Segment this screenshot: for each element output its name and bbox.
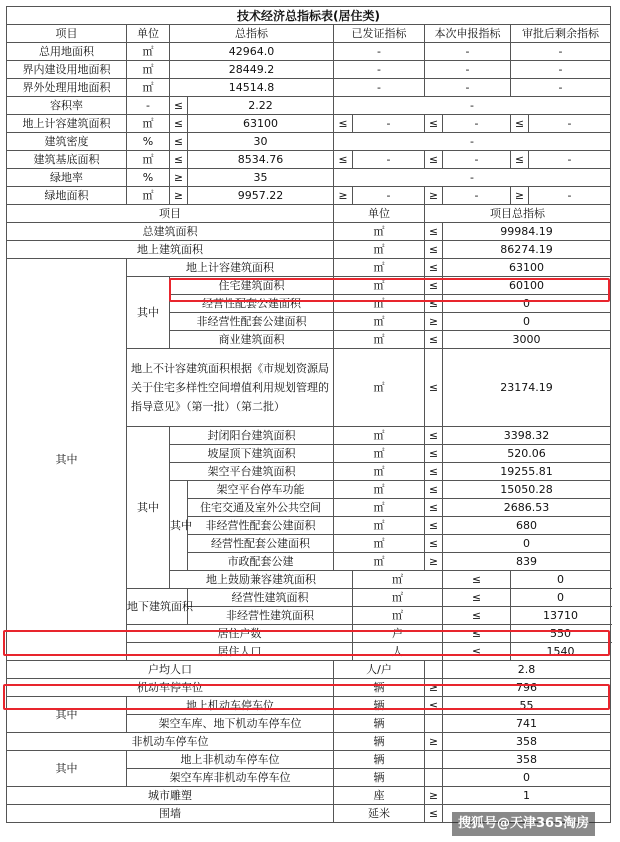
table-row [7,679,611,697]
item-name: 围墙 [7,805,334,823]
operator-cell: ≤ [425,805,443,823]
item-name: 经营性配套公建面积 [170,295,334,313]
item-name: 非经营性配套公建面积 [170,313,334,331]
operator-cell: ≥ [425,787,443,805]
operator-cell: ≥ [425,187,443,205]
unit-cell: ㎡ [334,553,425,571]
operator-cell: ≤ [511,151,529,169]
item-name: 市政配套公建 [188,553,334,571]
value-cell: 520.06 [443,445,611,463]
unit-cell: ㎡ [334,427,425,445]
header-remaining: 审批后剩余指标 [511,25,611,43]
table-row [7,787,611,805]
value-cell: 19255.81 [443,463,611,481]
value-cell: 0 [511,589,611,607]
operator-cell: ≤ [443,571,511,589]
operator-cell [425,769,443,787]
item-name: 架空平台停车功能 [188,481,334,499]
value-cell: 60100 [443,277,611,295]
item-name: 地上机动车停车位 [127,697,334,715]
item-name: 居住户数 [127,625,353,643]
issued-cell: - [353,151,425,169]
value-cell: 1 [443,787,611,805]
operator-cell: ≤ [425,295,443,313]
value-cell: 30 [188,133,334,151]
value-cell: 2686.53 [443,499,611,517]
value-cell: 63100 [188,115,334,133]
section1-row [7,79,611,97]
value-cell: 86274.19 [443,241,611,259]
group-label-qizhong: 其中 [7,697,127,733]
operator-cell: ≤ [425,223,443,241]
value-cell: 3000 [443,331,611,349]
current-cell: - [425,61,511,79]
unit-cell: 延米 [334,805,425,823]
unit-cell: 辆 [334,697,425,715]
operator-cell: ≤ [170,97,188,115]
unit-cell: 辆 [334,715,425,733]
issued-cell: - [353,115,425,133]
issued-cell: - [334,43,425,61]
operator-cell: ≤ [170,133,188,151]
item-name: 容积率 [7,97,127,115]
value-cell: 0 [443,313,611,331]
unit-cell: ㎡ [334,535,425,553]
header2-total: 项目总指标 [425,205,611,223]
item-name: 城市雕塑 [7,787,334,805]
section1-row [7,151,611,169]
unit-cell: ㎡ [334,349,425,427]
value-cell: 63100 [443,259,611,277]
operator-cell: ≤ [425,445,443,463]
operator-cell [425,751,443,769]
item-name: 绿地率 [7,169,127,187]
value-cell: 23174.19 [443,349,611,427]
item-name: 地下建筑面积 [127,589,188,625]
section1-row [7,43,611,61]
table-row [7,751,611,769]
operator-cell: ≤ [425,463,443,481]
section1-row [7,115,611,133]
value-cell: 0 [511,571,611,589]
item-name: 非经营性配套公建面积 [188,517,334,535]
merged-cell: - [334,97,611,115]
unit-cell: ㎡ [127,79,170,97]
unit-cell: 辆 [334,769,425,787]
current-cell: - [443,151,511,169]
value-cell: 8534.76 [188,151,334,169]
operator-cell [425,661,443,679]
value-cell: 796 [443,679,611,697]
operator-cell: ≤ [443,607,511,625]
item-name: 地上建筑面积 [7,241,334,259]
operator-cell: ≤ [425,241,443,259]
operator-cell: ≤ [334,151,353,169]
title-row [7,7,611,25]
current-cell: - [425,79,511,97]
item-name: 住宅建筑面积 [170,277,334,295]
value-cell: 680 [443,517,611,535]
item-name: 建筑密度 [7,133,127,151]
group-label-qizhong-inner [170,481,192,571]
group-label-qizhong: 其中 [7,751,127,787]
group-label-qizhong: 其中 [7,259,127,661]
header-issued: 已发证指标 [334,25,425,43]
current-cell: - [443,187,511,205]
unit-cell: ㎡ [127,43,170,61]
value-cell: 358 [443,733,611,751]
unit-cell: 人/户 [334,661,425,679]
remaining-cell: - [529,151,611,169]
item-name: 架空车库、地下机动车停车位 [127,715,334,733]
item-name: 地上鼓励兼容建筑面积 [170,571,353,589]
operator-cell: ≤ [443,643,511,661]
unit-cell: ㎡ [127,115,170,133]
operator-cell: ≥ [425,679,443,697]
issued-cell: - [334,79,425,97]
unit-cell: ㎡ [334,241,425,259]
unit-cell: % [127,169,170,187]
section1-row [7,97,611,115]
value-cell: 2.22 [188,97,334,115]
item-name: 架空车库非机动车停车位 [127,769,334,787]
group-label-qizhong: 其中 [127,427,170,589]
operator-cell: ≥ [170,187,188,205]
operator-cell: ≥ [334,187,353,205]
item-name: 界外处理用地面积 [7,79,127,97]
merged-cell: - [334,169,611,187]
unit-cell: ㎡ [353,589,443,607]
item-name: 经营性建筑面积 [188,589,353,607]
value-cell: 2.8 [443,661,611,679]
header-row [7,25,611,43]
item-name: 机动车停车位 [7,679,334,697]
operator-cell: ≤ [170,151,188,169]
item-name: 地上计容建筑面积 [127,259,334,277]
item-name: 架空平台建筑面积 [170,463,334,481]
value-cell: 99984.19 [443,223,611,241]
item-name: 住宅交通及室外公共空间 [188,499,334,517]
value-cell: 741 [443,715,611,733]
operator-cell: ≤ [425,259,443,277]
operator-cell: ≤ [425,115,443,133]
value-cell: 550 [511,625,611,643]
unit-cell: - [127,97,170,115]
operator-cell: ≤ [425,349,443,427]
value-cell: 9957.22 [188,187,334,205]
item-name: 经营性配套公建面积 [188,535,334,553]
header-item: 项目 [7,25,127,43]
remaining-cell: - [511,43,611,61]
item-name-policy: 地上不计容建筑面积根据《市规划资源局关于住宅多样性空间增值利用规划管理的指导意见》（第一批）（第二批） [127,349,334,427]
value-cell: 13710 [511,607,611,625]
unit-cell: ㎡ [334,445,425,463]
unit-cell: ㎡ [334,223,425,241]
value-cell: 42964.0 [170,43,334,61]
header-total: 总指标 [170,25,334,43]
unit-cell: ㎡ [353,607,443,625]
value-cell: 0 [443,769,611,787]
header-unit: 单位 [127,25,170,43]
value-cell: 15050.28 [443,481,611,499]
unit-cell: % [127,133,170,151]
table-title: 技术经济总指标表(居住类) [7,7,611,25]
item-name: 封闭阳台建筑面积 [170,427,334,445]
section1-row [7,61,611,79]
unit-cell: ㎡ [334,331,425,349]
item-name: 非经营性建筑面积 [188,607,353,625]
operator-cell: ≥ [425,553,443,571]
unit-cell: ㎡ [334,517,425,535]
operator-cell: ≥ [170,169,188,187]
operator-cell: ≤ [425,481,443,499]
issued-cell: - [334,61,425,79]
item-name: 绿地面积 [7,187,127,205]
item-name: 地上非机动车停车位 [127,751,334,769]
operator-cell: ≤ [425,427,443,445]
unit-cell: 辆 [334,733,425,751]
value-cell: 14514.8 [170,79,334,97]
header2-item: 项目 [7,205,334,223]
indicator-table [6,6,611,823]
table-row [7,241,611,259]
remaining-cell: - [529,187,611,205]
issued-cell: - [353,187,425,205]
value-cell: 0 [443,295,611,313]
operator-cell: ≤ [425,331,443,349]
unit-cell: ㎡ [334,259,425,277]
unit-cell: 户 [353,625,443,643]
unit-cell: ㎡ [334,463,425,481]
item-name: 户均人口 [7,661,334,679]
group-label-qizhong: 其中 [127,277,170,349]
operator-cell: ≥ [511,187,529,205]
item-name: 建筑基底面积 [7,151,127,169]
operator-cell: ≤ [443,625,511,643]
remaining-cell: - [511,79,611,97]
operator-cell: ≤ [425,697,443,715]
watermark: 搜狐号@天津365淘房 [452,812,595,836]
item-name: 总建筑面积 [7,223,334,241]
item-name: 非机动车停车位 [7,733,334,751]
operator-cell: ≤ [334,115,353,133]
operator-cell: ≤ [425,535,443,553]
unit-cell: ㎡ [334,277,425,295]
operator-cell: ≤ [170,115,188,133]
unit-cell: ㎡ [334,313,425,331]
unit-cell: 座 [334,787,425,805]
item-name: 居住人口 [127,643,353,661]
remaining-cell: - [511,61,611,79]
value-cell: 358 [443,751,611,769]
qi-char: 其 [170,518,181,532]
table-row [7,661,611,679]
item-name: 界内建设用地面积 [7,61,127,79]
operator-cell: ≥ [425,733,443,751]
value-cell: 1540 [511,643,611,661]
header-current: 本次申报指标 [425,25,511,43]
current-cell: - [425,43,511,61]
value-cell: 35 [188,169,334,187]
unit-cell: ㎡ [127,187,170,205]
operator-cell [425,715,443,733]
operator-cell: ≤ [425,151,443,169]
section1-row [7,133,611,151]
unit-cell: ㎡ [334,481,425,499]
operator-cell: ≤ [443,589,511,607]
value-cell: 28449.2 [170,61,334,79]
operator-cell: ≤ [425,517,443,535]
unit-cell: ㎡ [353,571,443,589]
current-cell: - [443,115,511,133]
unit-cell: 辆 [334,679,425,697]
value-cell: 55 [443,697,611,715]
operator-cell: ≤ [425,499,443,517]
unit-cell: ㎡ [334,499,425,517]
item-name: 坡屋顶下建筑面积 [170,445,334,463]
value-cell: 3398.32 [443,427,611,445]
table-row [7,697,611,715]
value-cell: 0 [443,535,611,553]
unit-cell: ㎡ [127,61,170,79]
item-name: 商业建筑面积 [170,331,334,349]
table-row [7,223,611,241]
section1-row [7,187,611,205]
table-row [7,259,611,277]
operator-cell: ≥ [425,313,443,331]
item-name: 总用地面积 [7,43,127,61]
unit-cell: ㎡ [334,295,425,313]
operator-cell: ≤ [511,115,529,133]
zhong-char: 中 [181,518,192,532]
unit-cell: ㎡ [127,151,170,169]
unit-cell: 辆 [334,751,425,769]
operator-cell: ≤ [425,277,443,295]
header2-unit: 单位 [334,205,425,223]
unit-cell: 人 [353,643,443,661]
item-name: 地上计容建筑面积 [7,115,127,133]
remaining-cell: - [529,115,611,133]
header2-row [7,205,611,223]
merged-cell: - [334,133,611,151]
value-cell: 839 [443,553,611,571]
table-row [7,733,611,751]
section1-row [7,169,611,187]
